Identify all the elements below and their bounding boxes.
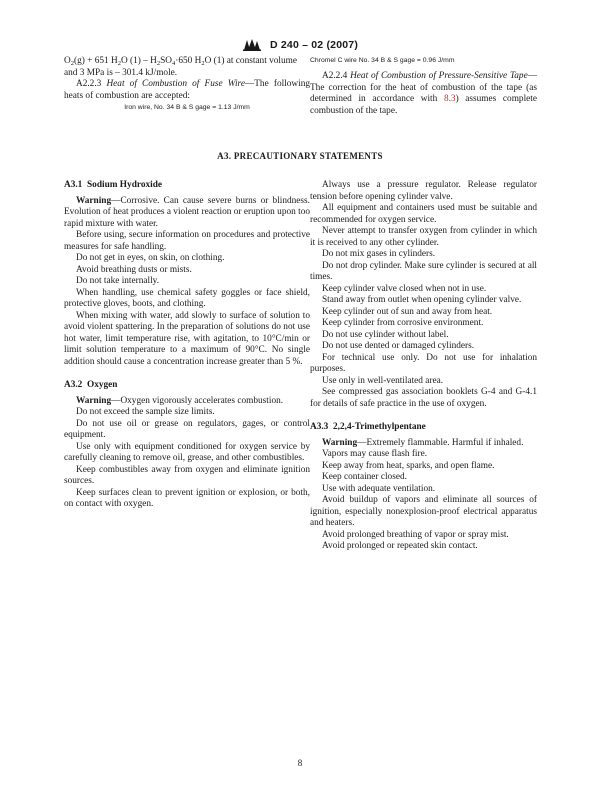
page-number: 8 [297,758,303,768]
list-item: All equipment and containers used must be suitable and recommended for oxygen service. [310,203,537,225]
list-item: Keep cylinder from corrosive environment. [322,318,484,328]
list-item: Do not drop cylinder. Make sure cylinder is secured at all times. [310,260,537,282]
list-item: Use only in well-ventilated area. [322,375,444,386]
list-item: Before using, secure information on procedures and protective measures for safe handling. [64,230,310,252]
equation-result: and 3 MPa is – 301.4 kJ/mole. [64,67,178,78]
list-item: Do not take internally. [76,276,160,286]
right-column [310,180,537,553]
ref-link-8-3[interactable]: 8.3 [443,94,456,104]
list-item: Do not use cylinder without label. [322,329,449,340]
list-item: Do not use dented or damaged cylinders. [322,341,475,351]
list-item: Keep surfaces clean to prevent ignition or explosion, or both, on contact with oxygen. [64,487,310,509]
list-item: Avoid breathing dusts or mists. [76,264,192,275]
list-item: For technical use only. Do not use for inhalation purposes. [310,352,537,374]
list-item: Stand away from outlet when opening cylinder valve. [322,295,522,305]
para-a223: A2.2.3 Heat of Combustion of Fuse Wire—The following heats of combustion are accepted: [64,79,310,101]
list-item: Never attempt to transfer oxygen from cylinder in which it is received to any other cylinder. [310,226,537,248]
list-item: Do not use oil or grease on regulators, gages, or control equipment. [64,418,310,440]
heading-a31: A3.1 Sodium Hydroxide [64,180,162,190]
warning-a31: Warning—Corrosive. Can cause severe burns or blindness. Evolution of heat produces a violent reaction or eruption upon too rapid mixture with water. [64,195,310,229]
warning-a32: Warning—Oxygen vigorously accelerates combustion. [76,395,284,406]
section-title: A3. PRECAUTIONARY STATEMENTS [217,151,383,161]
list-item: Avoid buildup of vapors and eliminate all sources of ignition, especially nonexplosion-proof electrical apparatus and heaters. [310,495,537,528]
top-right-block [310,56,537,117]
chromel-wire-value: Chromel C wire No. 34 B & S gage = 0.96 J/mm [310,57,455,64]
document-id: D 240 – 02 (2007) [269,39,359,52]
warning-a33: Warning—Extremely flammable. Harmful if inhaled. [322,437,524,448]
para-a224: A2.2.4 Heat of Combustion of Pressure-Sensitive Tape— The correction for the heat of combustion of the tape (as determined in accordance with 8.3) assumes complete combustion of the tape. [310,71,537,116]
list-item: Keep cylinder valve closed when not in use. [322,283,487,294]
list-item: Keep cylinder out of sun and away from heat. [322,306,493,317]
list-item: Keep container closed. [322,472,407,482]
list-item: Do not exceed the sample size limits. [76,407,215,417]
list-item: Use only with equipment conditioned for oxygen service by carefully cleaning to remove oil, grease, and other combustibles. [64,441,310,463]
equation-line: $O_2(g) + 651$ $H_2O$ $(1) - H_2SO_4\cdot 650$ $H_2O$ (1) at constant volume [64,56,297,67]
list-item: Keep away from heat, sparks, and open flame. [322,460,495,471]
list-item: See compressed gas association booklets G-4 and G-4.1 for details of safe practice in the use of oxygen. [310,387,537,409]
list-item: Keep combustibles away from oxygen and eliminate ignition sources. [64,464,310,486]
left-column [64,180,310,511]
list-item: When handling, use chemical safety goggles or face shield, protective gloves, boots, and clothing. [64,287,310,309]
top-left-block [64,56,310,113]
list-item: Always use a pressure regulator. Release regulator tension before opening cylinder valve. [310,180,537,202]
list-item: Use with adequate ventilation. [322,483,436,494]
list-item: Do not get in eyes, on skin, on clothing. [76,253,225,263]
astm-logo-icon [242,38,262,52]
iron-wire-value: Iron wire, No. 34 B & S gage = 1.13 J/mm [124,104,250,111]
list-item: Avoid prolonged or repeated skin contact. [322,541,478,551]
list-item: Vapors may cause flash fire. [322,449,428,459]
list-item: Avoid prolonged breathing of vapor or spray mist. [322,529,509,540]
list-item: Do not mix gases in cylinders. [322,249,436,259]
heading-a33: A3.3 2,2,4-Trimethylpentane [310,422,426,432]
heading-a32: A3.2 Oxygen [64,380,118,390]
list-item: When mixing with water, add slowly to surface of solution to avoid violent spattering. In the preparation of solutions do not use hot water, limit temperature rise, with agitation, to 10°C/min or limit solution temperature to a maximum of 90°C. No single addition should cause a concentration increase greater than 5 %. [64,310,310,367]
page-header [0,36,600,54]
